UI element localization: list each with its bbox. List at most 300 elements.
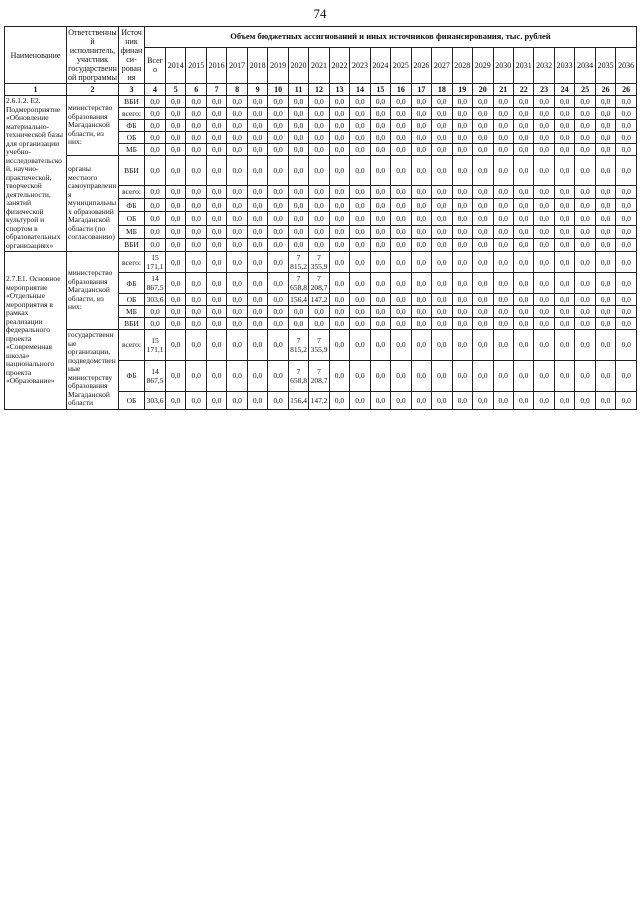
year-value-cell: 0,0 (616, 306, 637, 318)
year-value-cell: 0,0 (595, 318, 615, 330)
year-value-cell: 0,0 (513, 360, 533, 391)
year-value-cell: 0,0 (166, 273, 186, 294)
year-value-cell: 0,0 (186, 330, 206, 361)
funding-source-cell: всего: (119, 108, 145, 120)
total-cell: 0,0 (145, 156, 166, 186)
year-value-cell: 0,0 (534, 156, 554, 186)
year-value-cell: 0,0 (268, 212, 288, 225)
year-value-cell: 0,0 (391, 318, 411, 330)
year-value-cell: 0,0 (329, 108, 349, 120)
column-header-name: Наименование (5, 27, 67, 84)
year-value-cell: 0,0 (329, 252, 349, 273)
year-value-cell: 0,0 (370, 238, 390, 251)
year-value-cell: 0,0 (411, 212, 431, 225)
year-value-cell: 0,0 (554, 108, 574, 120)
column-index-cell: 10 (268, 84, 288, 96)
year-value-cell: 0,0 (186, 360, 206, 391)
year-value-cell: 0,0 (247, 294, 267, 306)
year-value-cell: 0,0 (370, 108, 390, 120)
year-value-cell: 0,0 (473, 330, 493, 361)
year-value-cell: 0,0 (206, 144, 226, 156)
year-value-cell: 0,0 (206, 156, 226, 186)
year-value-cell: 0,0 (513, 212, 533, 225)
measure-name-cell: 2.6.1.2. E2. Подмероприятие «Обновление материально-технической базы для организации учебно-исследовательской, научно-практической, творческой деятельности, занятий физической культурой и спортом в образовательных организациях» (5, 96, 67, 252)
year-value-cell: 0,0 (575, 238, 595, 251)
year-value-cell: 0,0 (370, 96, 390, 108)
year-value-cell: 0,0 (350, 306, 370, 318)
year-value-cell: 0,0 (493, 132, 513, 144)
year-value-cell: 0,0 (452, 132, 472, 144)
year-value-cell: 147,2 (309, 391, 329, 409)
year-value-cell: 0,0 (309, 212, 329, 225)
year-value-cell: 0,0 (206, 238, 226, 251)
year-value-cell: 0,0 (247, 273, 267, 294)
year-value-cell: 0,0 (370, 199, 390, 212)
year-value-cell: 0,0 (452, 185, 472, 198)
year-value-cell: 0,0 (391, 144, 411, 156)
year-value-cell: 0,0 (616, 318, 637, 330)
year-value-cell: 0,0 (616, 330, 637, 361)
column-index-cell: 24 (554, 84, 574, 96)
year-value-cell: 0,0 (309, 185, 329, 198)
column-index-cell: 9 (247, 84, 267, 96)
total-cell: 0,0 (145, 185, 166, 198)
year-value-cell: 0,0 (166, 156, 186, 186)
year-value-cell: 0,0 (288, 185, 308, 198)
funding-source-cell: ВБИ (119, 96, 145, 108)
funding-source-cell: МБ (119, 144, 145, 156)
year-value-cell: 0,0 (268, 273, 288, 294)
year-value-cell: 0,0 (473, 294, 493, 306)
measure-name-cell: 2.7.E1. Основное мероприятие «Отдельные мероприятия в рамках реализации федерального проекта «Современная школа» национального проекта «Образование» (5, 252, 67, 410)
year-value-cell: 0,0 (227, 185, 247, 198)
year-value-cell: 0,0 (350, 238, 370, 251)
year-value-cell: 0,0 (554, 252, 574, 273)
column-index-cell: 1 (5, 84, 67, 96)
column-header-year: 2022 (329, 47, 349, 83)
year-value-cell: 0,0 (513, 96, 533, 108)
year-value-cell: 0,0 (227, 108, 247, 120)
year-value-cell: 0,0 (350, 96, 370, 108)
column-header-source: Источник финанси-рования (119, 27, 145, 84)
year-value-cell: 0,0 (268, 144, 288, 156)
year-value-cell: 0,0 (432, 96, 452, 108)
year-value-cell: 0,0 (166, 225, 186, 238)
year-value-cell: 0,0 (206, 96, 226, 108)
year-value-cell: 0,0 (309, 199, 329, 212)
year-value-cell: 0,0 (391, 212, 411, 225)
header-row-main (5, 27, 637, 48)
column-index-cell: 16 (391, 84, 411, 96)
year-value-cell: 0,0 (329, 185, 349, 198)
year-value-cell: 0,0 (391, 120, 411, 132)
year-value-cell: 0,0 (268, 252, 288, 273)
year-value-cell: 0,0 (186, 318, 206, 330)
year-value-cell: 0,0 (206, 294, 226, 306)
table-row (5, 96, 637, 108)
year-value-cell: 0,0 (247, 360, 267, 391)
column-header-year: 2023 (350, 47, 370, 83)
year-value-cell: 0,0 (473, 120, 493, 132)
year-value-cell: 0,0 (493, 318, 513, 330)
year-value-cell: 0,0 (288, 132, 308, 144)
year-value-cell: 0,0 (247, 318, 267, 330)
year-value-cell: 0,0 (616, 273, 637, 294)
year-value-cell: 0,0 (554, 225, 574, 238)
year-value-cell: 0,0 (350, 225, 370, 238)
year-value-cell: 0,0 (432, 120, 452, 132)
year-value-cell: 0,0 (534, 306, 554, 318)
executor-cell: министерство образования Магаданской области, из них: (67, 252, 119, 330)
year-value-cell: 7 208,7 (310, 274, 328, 292)
column-index-cell: 14 (350, 84, 370, 96)
year-value-cell: 0,0 (350, 132, 370, 144)
year-value-cell: 0,0 (206, 108, 226, 120)
year-value-cell: 0,0 (288, 108, 308, 120)
executor-cell: органы местного самоуправления муниципальных образований Магаданской области (по согласованию) (67, 156, 119, 252)
year-value-cell: 0,0 (575, 156, 595, 186)
year-value-cell: 0,0 (575, 318, 595, 330)
year-value-cell: 0,0 (288, 225, 308, 238)
year-value-cell: 0,0 (432, 225, 452, 238)
year-value-cell: 0,0 (268, 108, 288, 120)
year-value-cell: 0,0 (247, 144, 267, 156)
column-index-cell: 8 (227, 84, 247, 96)
year-value-cell: 0,0 (554, 330, 574, 361)
year-value-cell: 0,0 (309, 96, 329, 108)
year-value-cell: 0,0 (575, 144, 595, 156)
year-value-cell: 0,0 (493, 306, 513, 318)
year-value-cell: 0,0 (554, 318, 574, 330)
year-value-cell: 0,0 (227, 273, 247, 294)
year-value-cell: 0,0 (206, 185, 226, 198)
year-value-cell: 0,0 (206, 212, 226, 225)
year-value-cell: 0,0 (166, 252, 186, 273)
column-index-cell: 6 (186, 84, 206, 96)
year-value-cell: 0,0 (166, 185, 186, 198)
year-value-cell: 0,0 (391, 156, 411, 186)
year-value-cell: 0,0 (268, 225, 288, 238)
table-row (5, 330, 637, 361)
year-value-cell: 0,0 (329, 306, 349, 318)
year-value-cell: 0,0 (227, 212, 247, 225)
total-cell: 0,0 (145, 132, 166, 144)
year-value-cell: 0,0 (391, 108, 411, 120)
year-value-cell: 0,0 (493, 225, 513, 238)
year-value-cell: 0,0 (595, 199, 615, 212)
year-value-cell: 0,0 (575, 330, 595, 361)
year-value-cell: 0,0 (166, 294, 186, 306)
year-value-cell: 0,0 (432, 212, 452, 225)
year-value-cell: 0,0 (247, 391, 267, 409)
column-header-year: 2016 (206, 47, 226, 83)
column-header-year: 2026 (411, 47, 431, 83)
year-value-cell: 0,0 (268, 238, 288, 251)
year-value-cell: 0,0 (329, 330, 349, 361)
year-value-cell: 0,0 (575, 225, 595, 238)
year-value-cell: 0,0 (616, 185, 637, 198)
year-value-cell: 0,0 (206, 199, 226, 212)
year-value-cell: 0,0 (534, 318, 554, 330)
year-value-cell: 0,0 (493, 252, 513, 273)
year-value-cell: 0,0 (473, 199, 493, 212)
year-value-cell: 0,0 (166, 391, 186, 409)
year-value-cell: 0,0 (227, 132, 247, 144)
executor-cell: министерство образования Магаданской области, из них: (67, 96, 119, 156)
total-cell: 0,0 (145, 108, 166, 120)
year-value-cell: 0,0 (288, 212, 308, 225)
year-value-cell: 0,0 (247, 252, 267, 273)
year-value-cell: 0,0 (329, 144, 349, 156)
table-body (5, 96, 637, 410)
year-value-cell: 0,0 (166, 108, 186, 120)
year-value-cell: 0,0 (575, 212, 595, 225)
total-cell: 0,0 (145, 306, 166, 318)
year-value-cell: 0,0 (554, 360, 574, 391)
year-value-cell: 0,0 (473, 108, 493, 120)
year-value-cell: 0,0 (247, 199, 267, 212)
year-value-cell: 0,0 (268, 199, 288, 212)
year-value-cell: 0,0 (370, 185, 390, 198)
year-value-cell: 0,0 (452, 318, 472, 330)
year-value-cell: 0,0 (554, 120, 574, 132)
funding-source-cell: МБ (119, 225, 145, 238)
year-value-cell: 0,0 (554, 144, 574, 156)
year-value-cell: 0,0 (411, 156, 431, 186)
year-value-cell: 0,0 (493, 391, 513, 409)
year-value-cell: 0,0 (350, 212, 370, 225)
executor-cell: государственные организации, подведомственные министерству образования Магаданской области (67, 330, 119, 410)
total-cell: 0,0 (145, 238, 166, 251)
year-value-cell: 0,0 (616, 156, 637, 186)
year-value-cell: 0,0 (452, 156, 472, 186)
year-value-cell: 0,0 (268, 132, 288, 144)
year-value-cell: 0,0 (493, 120, 513, 132)
year-value-cell: 0,0 (616, 108, 637, 120)
column-header-year: 2036 (616, 47, 637, 83)
year-value-cell: 0,0 (309, 318, 329, 330)
year-value-cell: 0,0 (554, 212, 574, 225)
funding-source-cell: ОБ (119, 132, 145, 144)
year-value-cell: 0,0 (370, 318, 390, 330)
year-value-cell: 0,0 (288, 318, 308, 330)
year-value-cell: 0,0 (452, 120, 472, 132)
column-index-cell: 2 (67, 84, 119, 96)
year-value-cell: 0,0 (432, 318, 452, 330)
year-value-cell: 0,0 (227, 156, 247, 186)
year-value-cell: 0,0 (595, 144, 615, 156)
year-value-cell: 0,0 (513, 318, 533, 330)
year-value-cell: 0,0 (595, 108, 615, 120)
year-value-cell: 7 815,2 (288, 330, 308, 361)
column-index-cell: 4 (145, 84, 166, 96)
year-value-cell: 0,0 (493, 144, 513, 156)
year-value-cell: 0,0 (227, 238, 247, 251)
funding-source-cell: МБ (119, 306, 145, 318)
year-value-cell: 0,0 (616, 294, 637, 306)
year-value-cell: 0,0 (554, 391, 574, 409)
funding-source-cell: ФБ (119, 273, 145, 294)
year-value-cell: 0,0 (186, 252, 206, 273)
year-value-cell: 0,0 (206, 225, 226, 238)
year-value-cell: 0,0 (350, 144, 370, 156)
column-index-cell: 17 (411, 84, 431, 96)
year-value-cell: 0,0 (595, 306, 615, 318)
year-value-cell: 0,0 (432, 360, 452, 391)
year-value-cell: 0,0 (493, 199, 513, 212)
year-value-cell: 0,0 (288, 144, 308, 156)
total-cell: 0,0 (145, 318, 166, 330)
column-index-cell: 15 (370, 84, 390, 96)
year-value-cell: 0,0 (329, 225, 349, 238)
header-row-index (5, 84, 637, 96)
year-value-cell: 0,0 (186, 185, 206, 198)
year-value-cell: 0,0 (370, 225, 390, 238)
year-value-cell: 0,0 (575, 360, 595, 391)
column-index-cell: 22 (513, 84, 533, 96)
year-value-cell: 0,0 (391, 294, 411, 306)
year-value-cell: 0,0 (452, 212, 472, 225)
year-value-cell: 0,0 (452, 96, 472, 108)
year-value-cell: 0,0 (554, 185, 574, 198)
funding-source-cell: ОБ (119, 391, 145, 409)
year-value-cell: 0,0 (329, 273, 349, 294)
year-value-cell: 0,0 (247, 330, 267, 361)
year-value-cell: 0,0 (534, 252, 554, 273)
budget-table (4, 26, 637, 410)
year-value-cell: 0,0 (513, 306, 533, 318)
year-value-cell: 0,0 (534, 132, 554, 144)
year-value-cell: 0,0 (206, 360, 226, 391)
year-value-cell: 0,0 (513, 273, 533, 294)
year-value-cell: 0,0 (452, 360, 472, 391)
column-index-cell: 23 (534, 84, 554, 96)
column-header-year: 2031 (513, 47, 533, 83)
year-value-cell: 0,0 (350, 156, 370, 186)
year-value-cell: 0,0 (595, 225, 615, 238)
year-value-cell: 0,0 (288, 238, 308, 251)
year-value-cell: 0,0 (473, 96, 493, 108)
year-value-cell: 0,0 (432, 144, 452, 156)
year-value-cell: 0,0 (473, 391, 493, 409)
year-value-cell: 0,0 (411, 306, 431, 318)
year-value-cell: 0,0 (227, 391, 247, 409)
year-value-cell: 156,4 (288, 391, 308, 409)
funding-source-cell: ФБ (119, 120, 145, 132)
year-value-cell: 0,0 (329, 132, 349, 144)
year-value-cell: 0,0 (391, 185, 411, 198)
page-number: 74 (313, 6, 327, 21)
table-row (5, 252, 637, 273)
year-value-cell: 0,0 (554, 199, 574, 212)
year-value-cell: 0,0 (513, 185, 533, 198)
year-value-cell: 0,0 (309, 120, 329, 132)
year-value-cell: 0,0 (206, 318, 226, 330)
year-value-cell: 0,0 (513, 252, 533, 273)
year-value-cell: 0,0 (186, 238, 206, 251)
year-value-cell: 0,0 (268, 330, 288, 361)
year-value-cell: 0,0 (534, 330, 554, 361)
year-value-cell: 0,0 (595, 185, 615, 198)
year-value-cell: 0,0 (268, 294, 288, 306)
year-value-cell: 0,0 (166, 360, 186, 391)
year-value-cell: 0,0 (452, 294, 472, 306)
total-cell: 15 171,1 (145, 252, 166, 273)
year-value-cell: 0,0 (616, 225, 637, 238)
year-value-cell: 0,0 (370, 252, 390, 273)
year-value-cell: 0,0 (493, 273, 513, 294)
year-value-cell: 0,0 (391, 238, 411, 251)
year-value-cell: 0,0 (432, 108, 452, 120)
funding-source-cell: всего: (119, 252, 145, 273)
year-value-cell: 0,0 (534, 391, 554, 409)
funding-source-cell: ОБ (119, 212, 145, 225)
year-value-cell: 0,0 (329, 156, 349, 186)
year-value-cell: 0,0 (288, 156, 308, 186)
column-header-year: 2032 (534, 47, 554, 83)
year-value-cell: 0,0 (370, 120, 390, 132)
column-index-cell: 11 (288, 84, 308, 96)
year-value-cell: 0,0 (186, 273, 206, 294)
year-value-cell: 0,0 (227, 199, 247, 212)
year-value-cell: 0,0 (350, 391, 370, 409)
year-value-cell: 0,0 (268, 360, 288, 391)
year-value-cell: 0,0 (575, 132, 595, 144)
year-value-cell: 0,0 (309, 156, 329, 186)
year-value-cell: 0,0 (513, 199, 533, 212)
year-value-cell: 0,0 (329, 212, 349, 225)
year-value-cell: 0,0 (206, 306, 226, 318)
year-value-cell: 0,0 (473, 212, 493, 225)
year-value-cell: 0,0 (370, 273, 390, 294)
total-cell: 14 867,5 (145, 360, 166, 391)
column-index-cell: 21 (493, 84, 513, 96)
column-index-cell: 20 (473, 84, 493, 96)
year-value-cell: 0,0 (411, 132, 431, 144)
year-value-cell: 0,0 (513, 144, 533, 156)
year-value-cell: 0,0 (513, 238, 533, 251)
year-value-cell: 0,0 (166, 306, 186, 318)
year-value-cell: 0,0 (411, 252, 431, 273)
year-value-cell: 0,0 (616, 212, 637, 225)
year-value-cell: 0,0 (513, 330, 533, 361)
year-value-cell: 0,0 (411, 199, 431, 212)
year-value-cell: 0,0 (432, 238, 452, 251)
year-value-cell: 0,0 (166, 199, 186, 212)
column-header-year: 2015 (186, 47, 206, 83)
year-value-cell: 0,0 (391, 96, 411, 108)
year-value-cell: 0,0 (432, 294, 452, 306)
year-value-cell: 0,0 (268, 96, 288, 108)
year-value-cell: 0,0 (575, 273, 595, 294)
year-value-cell: 0,0 (247, 185, 267, 198)
year-value-cell: 0,0 (350, 273, 370, 294)
total-cell: 0,0 (145, 96, 166, 108)
year-value-cell: 0,0 (288, 96, 308, 108)
year-value-cell: 0,0 (391, 273, 411, 294)
year-value-cell: 0,0 (329, 120, 349, 132)
year-value-cell: 0,0 (288, 120, 308, 132)
year-value-cell: 0,0 (554, 306, 574, 318)
year-value-cell: 0,0 (268, 156, 288, 186)
year-value-cell: 0,0 (227, 120, 247, 132)
year-value-cell: 0,0 (268, 120, 288, 132)
year-value-cell: 0,0 (595, 96, 615, 108)
year-value-cell: 0,0 (473, 252, 493, 273)
year-value-cell: 0,0 (166, 144, 186, 156)
year-value-cell: 0,0 (513, 225, 533, 238)
year-value-cell: 0,0 (411, 330, 431, 361)
